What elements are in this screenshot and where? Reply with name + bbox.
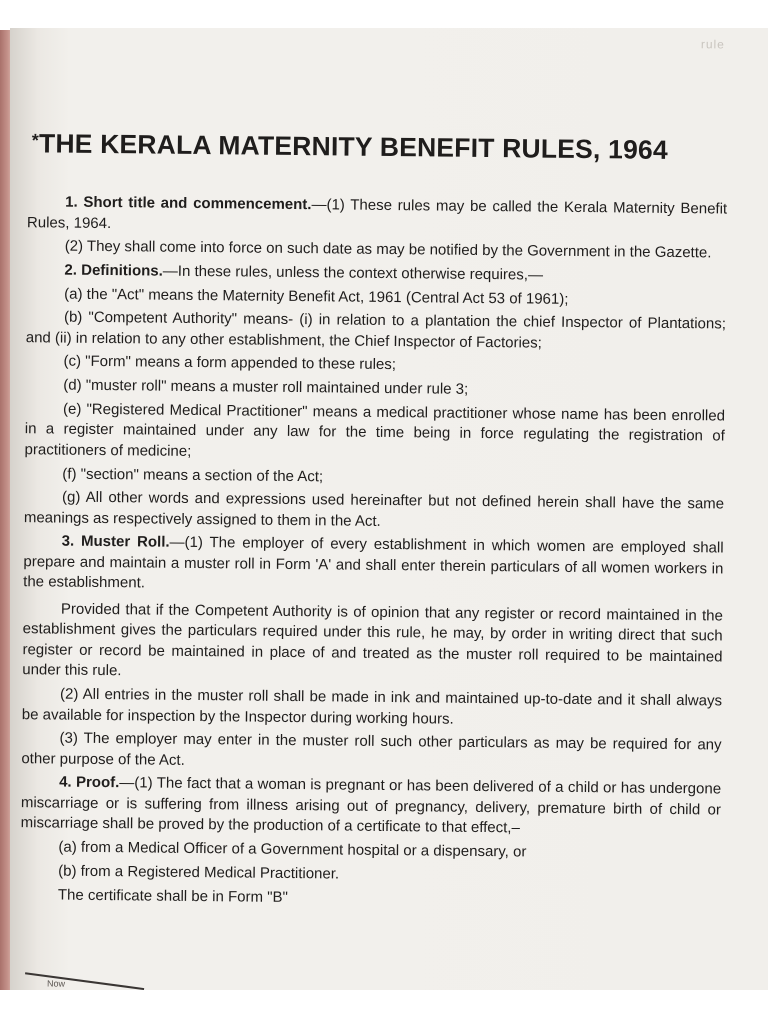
corner-mark: rule — [700, 37, 725, 52]
rule-paragraph — [22, 599, 723, 688]
rule-heading: 2. Definitions. — [64, 261, 163, 280]
rule-text: The certificate shall be in Form "B" — [57, 886, 288, 906]
scanned-page — [10, 28, 768, 990]
scan-margin — [0, 990, 768, 1024]
rule-text: (g) All other words and expressions used hereinafter but not defined herein shall have the same meanings as respectively assigned to them in the Act. — [23, 488, 725, 530]
title-text: THE KERALA MATERNITY BENEFIT RULES, 1964 — [38, 128, 669, 165]
rule-heading: 3. Muster Roll. — [61, 532, 170, 552]
rule-paragraph — [25, 352, 725, 380]
rule-paragraph — [26, 260, 726, 288]
rule-paragraph — [25, 375, 725, 403]
rule-text: —(1) These rules may be called the Kerala Maternity Benefit Rules, 1964. — [26, 196, 728, 232]
rule-text: —(1) The fact that a woman is pregnant or has been delivered of a child or has undergone miscarriage or is suffering from illness arising out of pregnancy, delivery, premature birth of child or miscarriage shall be proved by the production of a certificate to that effect,– — [20, 774, 722, 837]
footer-fragment: Now — [46, 978, 66, 989]
rule-paragraph — [27, 192, 727, 240]
rule-paragraph — [26, 284, 726, 312]
rule-text: (b) from a Registered Medical Practitioner. — [58, 862, 340, 883]
rule-text: (f) "section" means a section of the Act; — [62, 465, 324, 485]
page-title — [32, 128, 732, 166]
title-footnote-star: * — [31, 130, 40, 151]
rule-paragraph — [27, 236, 727, 264]
rule-text: (2) They shall come into force on such date as may be notified by the Government in the Gazette. — [64, 237, 712, 262]
rule-paragraph — [26, 307, 726, 355]
rule-paragraph — [20, 885, 720, 913]
rule-text: (b) "Competent Authority" means- (i) in relation to a plantation the chief Inspector of Plantations; and (ii) in relation to any other establishment, the Chief Inspector of Factories; — [25, 308, 727, 352]
rule-paragraph — [20, 861, 720, 889]
rule-heading: 4. Proof. — [59, 773, 120, 792]
rule-paragraph — [24, 464, 724, 492]
rule-paragraph — [21, 728, 721, 776]
rule-text: (a) from a Medical Officer of a Government hospital or a dispensary, or — [58, 838, 527, 861]
rule-paragraph — [21, 773, 722, 842]
rule-paragraph — [23, 532, 724, 601]
rule-text: —In these rules, unless the context otherwise requires,— — [162, 262, 544, 284]
rule-text: Provided that if the Competent Authority is of opinion that any register or record maintained in the establishment gives the particulars required under this rule, he may, by order in writing direct that such register or record be maintained in place of and treated as the muster roll required to be maintained under this rule. — [22, 600, 723, 680]
rule-text: —(1) The employer of every establishment in which women are employed shall prepare and maintain a muster roll in Form 'A' and shall enter therein particulars of all women workers in the establishment. — [23, 534, 724, 592]
page-bottom-rule — [25, 972, 144, 990]
rules-body — [20, 192, 727, 915]
rule-text: (3) The employer may enter in the muster roll such other particulars as may be required for any other purpose of the Act. — [21, 729, 722, 769]
page-content — [10, 28, 768, 990]
rule-paragraph — [22, 684, 722, 732]
rule-text: (c) "Form" means a form appended to these rules; — [63, 353, 397, 374]
rule-text: (a) the "Act" means the Maternity Benefit Act, 1961 (Central Act 53 of 1961); — [64, 285, 569, 308]
rule-text: (e) "Registered Medical Practitioner" means a medical practitioner whose name has been enrolled in a register maintained under any law for the time being in force regulating the registration of practitioners of medicine; — [24, 400, 726, 460]
rule-text: (d) "muster roll" means a muster roll maintained under rule 3; — [63, 376, 469, 398]
rule-paragraph — [24, 487, 724, 535]
rule-paragraph — [24, 399, 725, 468]
rule-heading: 1. Short title and commencement. — [65, 193, 312, 214]
rule-paragraph — [20, 837, 720, 865]
rule-text: (2) All entries in the muster roll shall be made in ink and maintained up-to-date and it shall always be available for inspection by the Inspector during working hours. — [21, 685, 723, 728]
